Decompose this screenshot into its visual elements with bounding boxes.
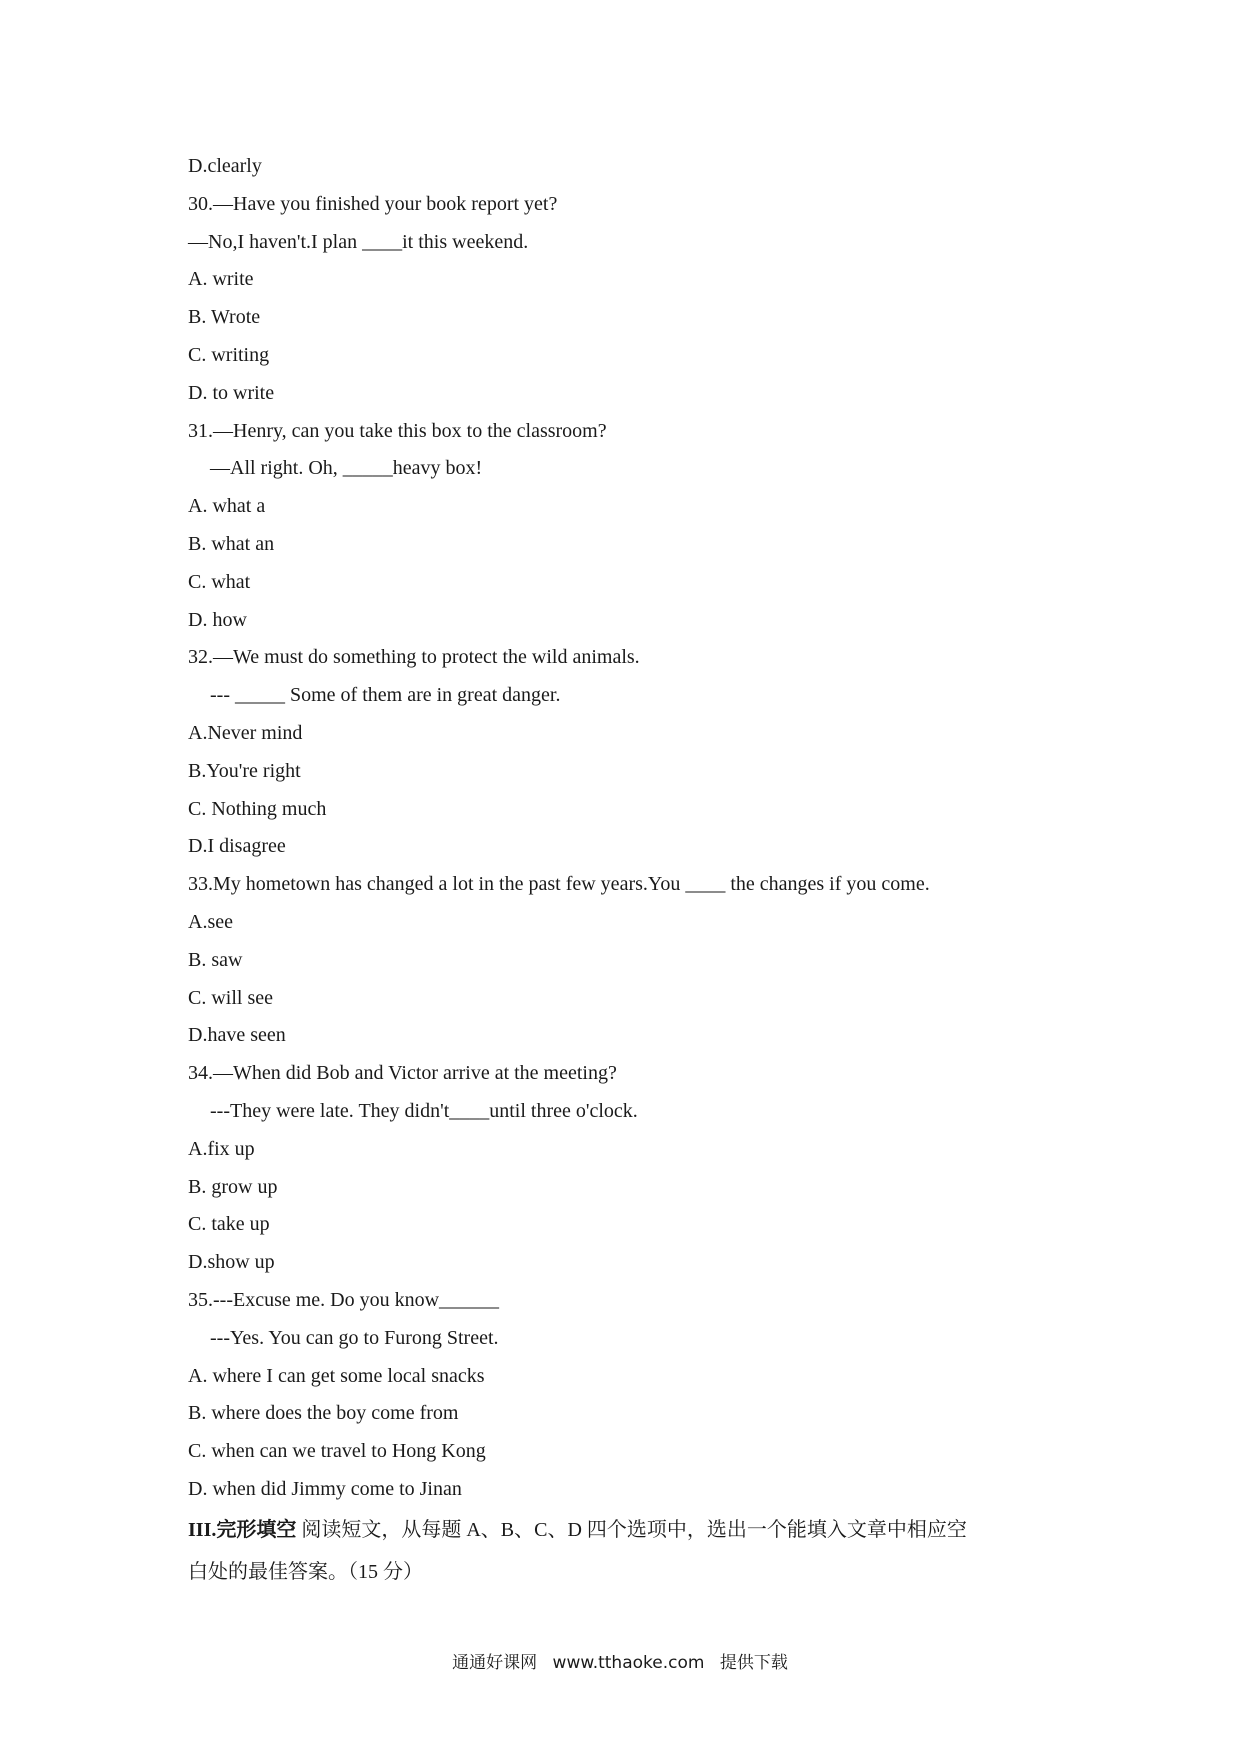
question-30: 30.—Have you finished your book report yet? bbox=[188, 192, 558, 215]
option-32c: C. Nothing much bbox=[188, 797, 327, 820]
option-32a: A.Never mind bbox=[188, 721, 303, 744]
footer-tail: 提供下载 bbox=[719, 1653, 788, 1673]
option-35c: C. when can we travel to Hong Kong bbox=[188, 1440, 486, 1463]
option-31c: C. what bbox=[188, 570, 251, 593]
section-instruction: 阅读短文，从每题 A、B、C、D 四个选项中，选出一个能填入文章中相应空 bbox=[301, 1518, 967, 1541]
option-34c: C. take up bbox=[188, 1213, 270, 1236]
option-32d: D.I disagree bbox=[188, 835, 286, 858]
question-35: 35.---Excuse me. Do you know______ bbox=[188, 1288, 500, 1311]
question-31-reply: —All right. Oh, _____heavy box! bbox=[210, 457, 483, 480]
footer-site-name: 通通好课网 bbox=[452, 1653, 538, 1673]
question-32-reply: --- _____ Some of them are in great danger. bbox=[210, 684, 561, 707]
option-34d: D.show up bbox=[188, 1251, 275, 1274]
option-33d: D.have seen bbox=[188, 1024, 286, 1047]
exam-page bbox=[188, 148, 1088, 1593]
option-34a: A.fix up bbox=[188, 1137, 255, 1160]
question-34: 34.—When did Bob and Victor arrive at the meeting? bbox=[188, 1062, 617, 1085]
option-35b: B. where does the boy come from bbox=[188, 1402, 459, 1425]
option-30d: D. to write bbox=[188, 381, 275, 404]
question-31: 31.—Henry, can you take this box to the classroom? bbox=[188, 419, 607, 442]
option-31a: A. what a bbox=[188, 495, 266, 518]
option-30a: A. write bbox=[188, 268, 254, 291]
option-33c: C. will see bbox=[188, 986, 273, 1009]
page-footer bbox=[0, 1648, 1240, 1673]
section-title: III.完形填空 bbox=[188, 1518, 297, 1541]
option-33a: A.see bbox=[188, 910, 233, 933]
option-35a: A. where I can get some local snacks bbox=[188, 1364, 485, 1387]
option-34b: B. grow up bbox=[188, 1175, 278, 1198]
option-31b: B. what an bbox=[188, 532, 275, 555]
question-32: 32.—We must do something to protect the wild animals. bbox=[188, 646, 640, 669]
footer-url: www.tthaoke.com bbox=[552, 1653, 705, 1673]
question-34-reply: ---They were late. They didn't____until three o'clock. bbox=[210, 1099, 638, 1122]
option-32b: B.You're right bbox=[188, 759, 301, 782]
option-30b: B. Wrote bbox=[188, 306, 261, 329]
question-33: 33.My hometown has changed a lot in the past few years.You ____ the changes if you come. bbox=[188, 873, 930, 896]
option-33b: B. saw bbox=[188, 948, 243, 971]
option-31d: D. how bbox=[188, 608, 247, 631]
option-30c: C. writing bbox=[188, 343, 270, 366]
section-instruction-cont: 白处的最佳答案。（15 分） bbox=[188, 1560, 423, 1583]
option-35d: D. when did Jimmy come to Jinan bbox=[188, 1477, 462, 1500]
question-30-reply: —No,I haven't.I plan ____it this weekend. bbox=[188, 230, 529, 253]
option-29d: D.clearly bbox=[188, 155, 262, 177]
section-heading bbox=[188, 1509, 1088, 1551]
question-35-reply: ---Yes. You can go to Furong Street. bbox=[210, 1326, 499, 1349]
